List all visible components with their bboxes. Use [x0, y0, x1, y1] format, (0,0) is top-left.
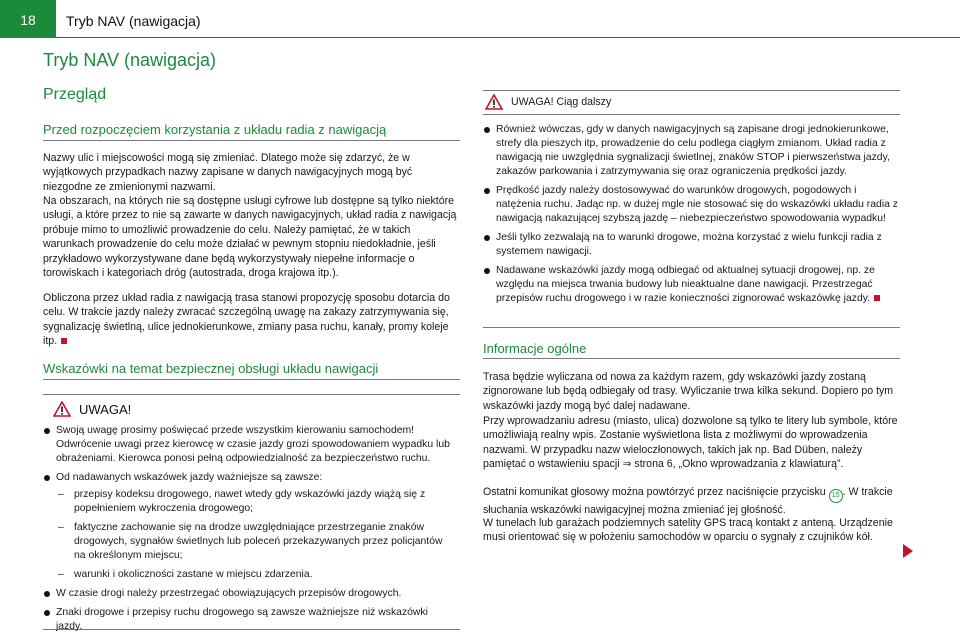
- warning-triangle-icon: [53, 401, 71, 417]
- list-item: – faktyczne zachowanie się na drodze uwzględniające przestrzeganie znaków drogowych, sygnałów świetlnych lub poleceń przekazywanych przez policjantów na określonym miejscu;: [56, 521, 456, 563]
- list-item: – przepisy kodeksu drogowego, nawet wtedy gdy wskazówki jazdy wiążą się z popełnieniem wykroczenia drogowego;: [56, 488, 456, 516]
- warning-divider: [483, 114, 900, 115]
- warning-title: UWAGA!: [79, 401, 132, 417]
- subsection-heading-general-info: Informacje ogólne: [483, 341, 587, 356]
- list-item: Nadawane wskazówki jazdy mogą odbiegać od aktualnej sytuacji drogowej, np. ze względu na miejsca trwania budowy lub nieaktualne dane nawigacji. Przestrzegać przepisów ruchu drogowego i w razie konieczności zignorować wskazówkę jazdy.: [483, 264, 900, 306]
- end-of-section-mark: [874, 295, 880, 301]
- page-header: [0, 0, 960, 38]
- button-15-icon: 15: [829, 489, 843, 503]
- list-item: Również wówczas, gdy w danych nawigacyjnych są zapisane drogi jednokierunkowe, strefy dla pieszych itp, prowadzenie do celu podlega ciągłym zmianom. Układ radia z nawigacją nie uwzględnia sygnalizacji świetlnej, znaków STOP i pierwszeństwa jazdy, zakazów parkowania i zatrzymywania się oraz ograniczenia prędkości jazdy.: [483, 123, 900, 179]
- list-item: – warunki i okoliczności zastane w miejscu zdarzenia.: [56, 568, 456, 582]
- heading-rule: [43, 379, 460, 380]
- list-item: Prędkość jazdy należy dostosowywać do warunków drogowych, pogodowych i natężenia ruchu. Jadąc np. w dużej mgle nie stosować się do wskazówki układu radia z nawigacją nakazującej szybszą jazdę – niebezpieczeństwo spowodowania wypadku!: [483, 184, 900, 226]
- list-item: Od nadawanych wskazówek jazdy ważniejsze są zawsze: – przepisy kodeksu drogowego, nawet wtedy gdy wskazówki jazdy wiążą się z popełnieniem wykroczenia drogowego; – faktyczne zachowanie się na drodze uwzględniające przestrzeganie znaków drogowych, sygnałów świetlnych lub poleceń przekazywanych przez policjantów na określonym miejscu; – warunki i okoliczności zastane w miejscu zdarzenia.: [43, 471, 456, 582]
- warning-triangle-icon: [485, 94, 503, 110]
- paragraph-digital-services: Na obszarach, na których nie są dostępne usługi cyfrowe lub dostępne są tylko niektóre usługi, a które przez to nie są zawarte w danych nawigacyjnych, układ radia z nawigacją próbuje mimo to umożliwić prowadzenie do celu. Należy pamiętać, że w takich warunkach prowadzenie do celu może działać w pewnym stopniu niedokładnie, jeśli przykładowo wykorzystywane dane będą wykorzystywały niepełne informacje o torowiskach i kategoriach dróg (autostrada, droga krajowa itp.).: [43, 195, 457, 280]
- warning-header: [43, 395, 460, 421]
- warning-list: [43, 424, 460, 634]
- sub-list: [56, 488, 456, 582]
- running-title: Tryb NAV (nawigacja): [66, 13, 201, 29]
- subsection-heading-before-use: Przed rozpoczęciem korzystania z układu radia z nawigacją: [43, 122, 387, 137]
- paragraph-street-names: Nazwy ulic i miejscowości mogą się zmieniać. Dlatego może się zdarzyć, że w wyjątkowych przypadkach nazwy zapisane w danych nawigacyjnych mogą być niezgodne ze zmienionymi nazwami.: [43, 152, 413, 193]
- paragraph-recalculation: Trasa będzie wyliczana od nowa za każdym razem, gdy wskazówki jazdy zostaną zignorowane lub będą odbiegały od trasy. Wyliczanie trwa kilka sekund. Dopiero po tym wskazówki jazdy mogą być dalej nadawane.: [483, 371, 894, 412]
- list-item: W czasie drogi należy przestrzegać obowiązujących przepisów drogowych.: [43, 587, 456, 601]
- chapter-title: Tryb NAV (nawigacja): [43, 50, 217, 70]
- cross-reference-arrow-icon: ⇒: [622, 458, 632, 471]
- paragraph-repeat-message: Ostatni komunikat głosowy można powtórzyć przez naciśnięcie przycisku 15 . W trakcie słuchania wskazówki nawigacyjnej można zmieniać jej głośność.: [483, 486, 893, 516]
- heading-rule: [483, 358, 900, 359]
- list-item: Jeśli tylko zezwalają na to warunki drogowe, można korzystać z wielu funkcji radia z systemem nawigacji.: [483, 231, 900, 259]
- paragraph-gps-tunnels: W tunelach lub garażach podziemnych satelity GPS tracą kontakt z anteną. Urządzenie musi orientować się w położeniu samochodów w oparciu o sygnały z czujników kół.: [483, 517, 893, 544]
- warning-title: UWAGA! Ciąg dalszy: [511, 96, 612, 108]
- page-number: 18: [0, 0, 56, 38]
- list-item: Swoją uwagę prosimy poświęcać przede wszystkim kierowaniu samochodem! Odwrócenie uwagi przez kierowcę w czasie jazdy grozi spowodowaniem wypadku lub obrażeniami. Kierowca ponosi pełną odpowiedzialność za bezpieczeństwo ruchu.: [43, 424, 456, 466]
- section-title: Przegląd: [43, 86, 107, 103]
- heading-rule: [43, 140, 460, 141]
- paragraph-route-proposal: Obliczona przez układ radia z nawigacją trasa stanowi propozycję sposobu dotarcia do celu. W trakcie jazdy należy zwracać szczególną uwagę na zakazy zatrzymywania się, sygnalizację świetlną, ulice jednokierunkowe, zmiany pasa ruchu, kanały, promy koleje itp.: [43, 292, 450, 348]
- end-of-section-mark: [61, 338, 67, 344]
- subsection-heading-safety: Wskazówki na temat bezpiecznej obsługi układu nawigacji: [43, 361, 379, 376]
- warning-box-continued: [483, 90, 900, 328]
- list-item: Znaki drogowe i przepisy ruchu drogowego są zawsze ważniejsze niż wskazówki jazdy.: [43, 606, 456, 634]
- warning-list: [483, 123, 900, 306]
- continue-arrow-icon: [903, 544, 913, 558]
- paragraph-address-input: Przy wprowadzaniu adresu (miasto, ulica) dozwolone są tylko te litery lub symbole, które umożliwiają realny wpis. Zostanie wyświetlona lista z możliwymi do wprowadzenia nazwami. W przypadku nazw wieloczłonowych, takich jak np. Bad Düben, należy pamiętać o wstawieniu spacji ⇒ strona 6, „Okno wprowadzania z klawiaturą”.: [483, 415, 898, 471]
- header-rule: [56, 37, 960, 38]
- warning-box: [43, 394, 460, 630]
